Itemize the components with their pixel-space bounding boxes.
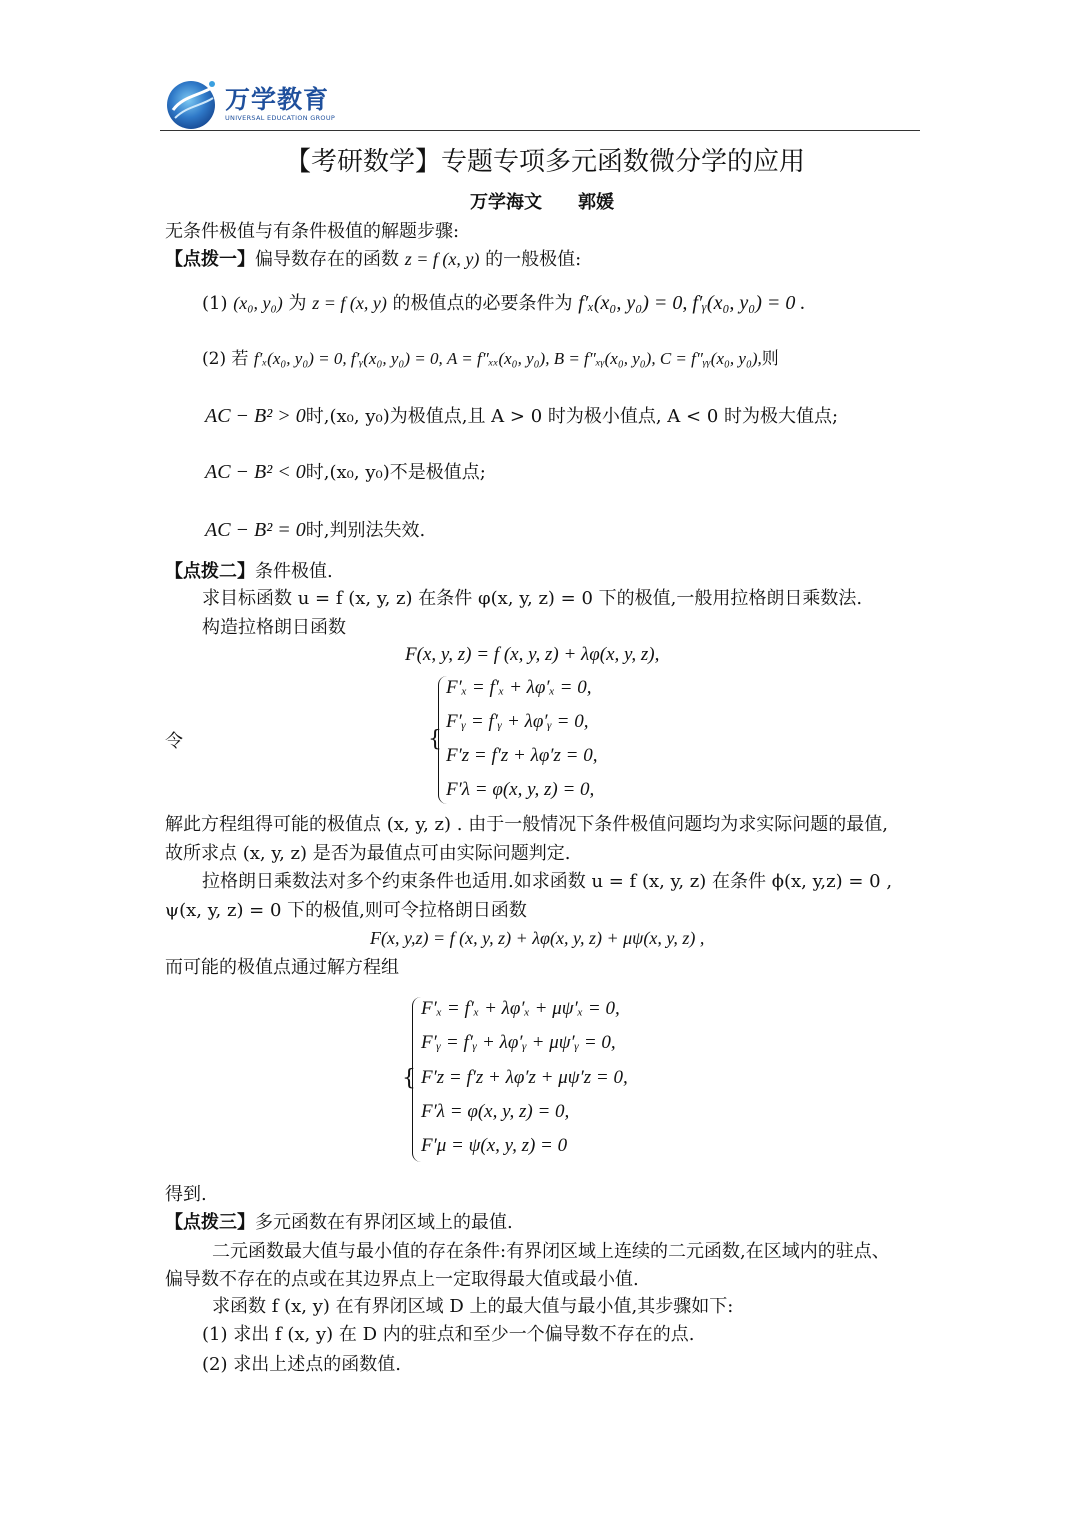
case3 xyxy=(205,518,425,543)
tip2-text: 条件极值. xyxy=(255,561,333,582)
tip2-line1: 求目标函数 u = f (x, y, z) 在条件 φ(x, y, z) = 0 下的极值,一般用拉格朗日乘数法. xyxy=(202,588,863,609)
ling-text: 令 xyxy=(165,731,183,752)
system1-eq4: F′λ = φ(x, y, z) = 0, xyxy=(446,779,595,800)
case3-expr: AC − B² = 0 xyxy=(205,519,306,541)
authors: 万学海文 郭媛 xyxy=(470,192,614,213)
case2-text: 时,(x₀, y₀)不是极值点; xyxy=(305,462,486,483)
tip2-para1-line1: 解此方程组得可能的极值点 (x, y, z) . 由于一般情况下条件极值问题均为求实际问题的最值, xyxy=(165,814,888,835)
item2-ruo: 若 xyxy=(231,349,249,369)
tip3-para2: 求函数 f (x, y) 在有界闭区域 D 上的最大值与最小值,其步骤如下: xyxy=(212,1296,734,1317)
item1-point: (x₀, y₀) xyxy=(233,293,283,313)
system1-eq3: F′z = f′z + λφ′z = 0, xyxy=(446,745,598,766)
item1-text: 的极值点的必要条件为 xyxy=(392,293,573,314)
tip2-para1-line2: 故所求点 (x, y, z) 是否为最值点可由实际问题判定. xyxy=(165,843,571,864)
tip2-para2-line2: ψ(x, y, z) = 0 下的极值,则可令拉格朗日函数 xyxy=(165,900,527,921)
tip2-label: 【点拨二】 xyxy=(165,561,255,582)
tip1-expr: z = f (x, y) xyxy=(404,249,480,269)
dedao-text: 得到. xyxy=(165,1184,207,1205)
lagrange-function-2: F(x, y,z) = f (x, y, z) + λφ(x, y, z) + μψ(x, y, z) , xyxy=(370,928,705,948)
item1-number: (1) xyxy=(202,293,228,314)
tip3-text: 多元函数在有界闭区域上的最值. xyxy=(255,1212,513,1233)
system2-eq5: F′μ = ψ(x, y, z) = 0 xyxy=(421,1135,568,1156)
logo-subtext: UNIVERSAL EDUCATION GROUP xyxy=(225,114,336,122)
tip3-para1-line1: 二元函数最大值与最小值的存在条件:有界闭区域上连续的二元函数,在区域内的驻点、 xyxy=(212,1241,890,1262)
system2-eq3: F′z = f′z + λφ′z + μψ′z = 0, xyxy=(421,1067,628,1088)
item2-ze: 则 xyxy=(761,349,779,369)
item2-number: (2) xyxy=(202,349,227,369)
tip3-step2: (2) 求出上述点的函数值. xyxy=(202,1354,401,1375)
header-rule xyxy=(160,130,920,131)
tip3-label: 【点拨三】 xyxy=(165,1212,255,1233)
tip3-para1-line2: 偏导数不存在的点或在其边界点上一定取得最大值或最小值. xyxy=(165,1269,639,1290)
item1-condition: f′ₓ(x₀, y₀) = 0, f′ᵧ(x₀, y₀) = 0 . xyxy=(578,292,806,314)
case3-text: 时,判别法失效. xyxy=(305,520,426,541)
tip2-para3: 而可能的极值点通过解方程组 xyxy=(165,957,399,978)
tip1-item1 xyxy=(202,291,805,316)
case2-expr: AC − B² < 0 xyxy=(205,461,306,483)
system1-eq2: F′ᵧ = f′ᵧ + λφ′ᵧ = 0, xyxy=(446,711,589,732)
tip2-para2-line1: 拉格朗日乘数法对多个约束条件也适用.如求函数 u = f (x, y, z) 在条件 ϕ(x, y,z) = 0 , xyxy=(202,871,893,892)
tip1-text-b: 的一般极值: xyxy=(485,249,582,270)
tip2-heading xyxy=(165,560,333,584)
case2 xyxy=(205,460,486,485)
item1-func: z = f (x, y) xyxy=(312,293,387,313)
case1 xyxy=(205,404,838,429)
tip3-heading xyxy=(165,1211,513,1235)
system1-brace-tip: { xyxy=(428,727,442,752)
tip2-line2: 构造拉格朗日函数 xyxy=(202,617,346,638)
lagrange-function: F(x, y, z) = f (x, y, z) + λφ(x, y, z), xyxy=(405,644,660,665)
logo-text: 万学教育 xyxy=(225,85,330,114)
logo-emblem-icon xyxy=(165,76,221,132)
system2-eq1: F′ₓ = f′ₓ + λφ′ₓ + μψ′ₓ = 0, xyxy=(421,998,620,1019)
tip3-step1: (1) 求出 f (x, y) 在 D 内的驻点和至少一个偏导数不存在的点. xyxy=(202,1324,695,1345)
page-title: 【考研数学】专题专项多元函数微分学的应用 xyxy=(285,147,806,177)
item1-wei: 为 xyxy=(288,293,307,314)
system1-eq1: F′ₓ = f′ₓ + λφ′ₓ = 0, xyxy=(446,677,592,698)
intro-text: 无条件极值与有条件极值的解题步骤: xyxy=(165,221,460,242)
system2-eq4: F′λ = φ(x, y, z) = 0, xyxy=(421,1101,570,1122)
case1-text: 时,(x₀, y₀)为极值点,且 A > 0 时为极小值点, A < 0 时为极大值点; xyxy=(305,406,839,427)
tip1-text-a: 偏导数存在的函数 xyxy=(255,249,399,270)
item2-conditions: f′ₓ(x₀, y₀) = 0, f′ᵧ(x₀, y₀) = 0, A = f″ₓₓ(x₀, y₀), B = f″ₓᵧ(x₀, y₀), C = f″ᵧᵧ(x₀, y₀), xyxy=(253,349,762,368)
system2-brace-tip: { xyxy=(402,1066,416,1091)
tip1-label: 【点拨一】 xyxy=(165,249,255,270)
tip1-line xyxy=(165,247,581,272)
case1-expr: AC − B² > 0 xyxy=(205,405,306,427)
logo xyxy=(165,76,345,130)
tip1-item2 xyxy=(202,347,779,371)
system2-eq2: F′ᵧ = f′ᵧ + λφ′ᵧ + μψ′ᵧ = 0, xyxy=(421,1032,616,1053)
